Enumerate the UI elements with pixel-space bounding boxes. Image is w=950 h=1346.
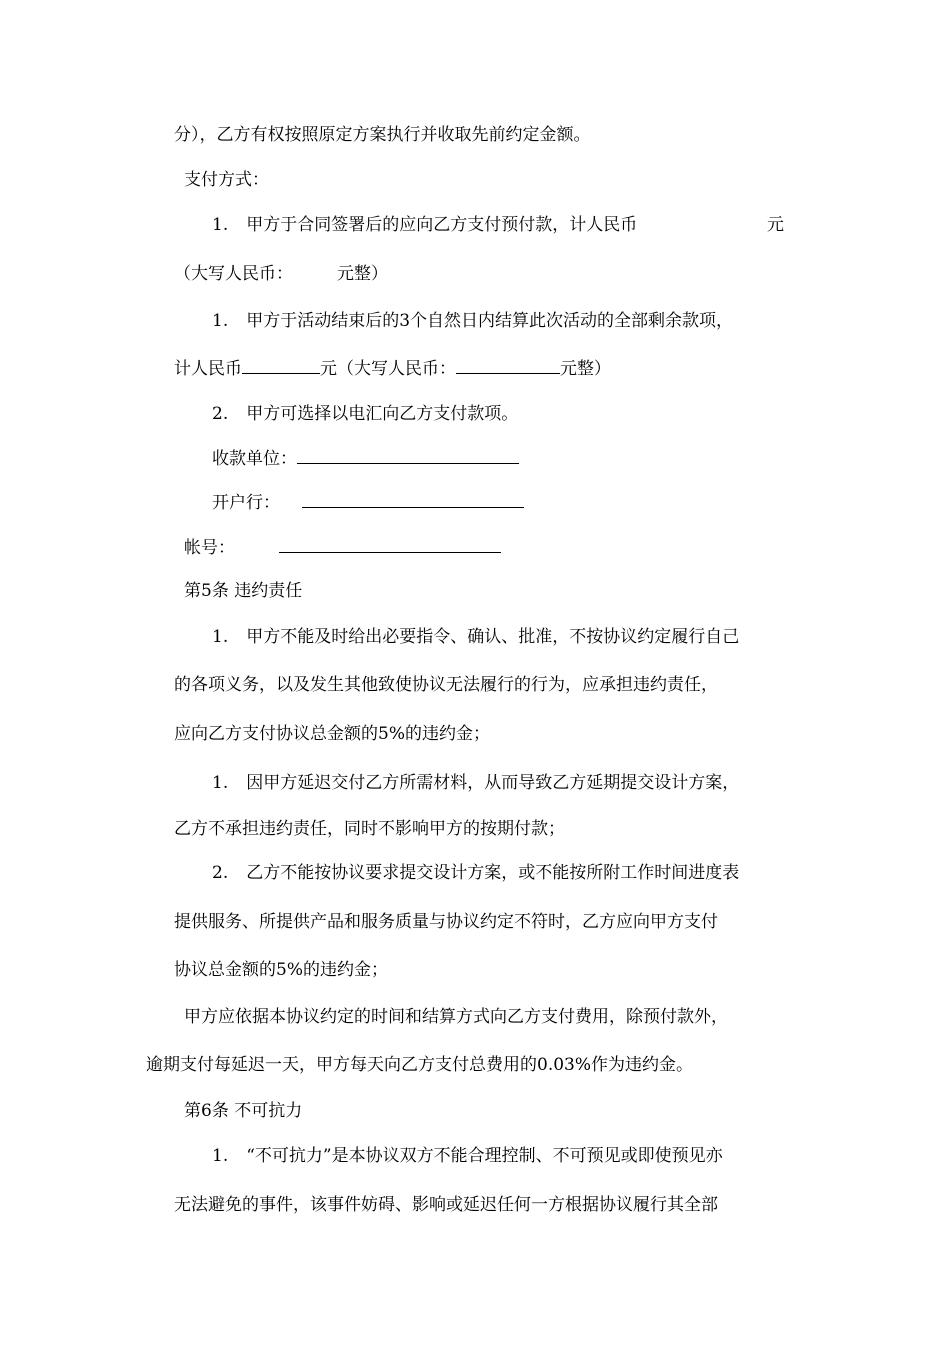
list-number: 1. (212, 215, 229, 235)
text-line: 提供服务、所提供产品和服务质量与协议约定不符时，乙方应向甲方支付 (174, 912, 718, 932)
text: 元（大写人民币： (320, 359, 456, 379)
label: 开户行： (212, 493, 280, 513)
list-item (212, 1145, 723, 1167)
text: 甲方于合同签署后的应向乙方支付预付款，计人民币 (246, 215, 638, 235)
blank-field (279, 536, 501, 553)
payee-field (212, 447, 519, 470)
blank-field (297, 447, 519, 464)
text-line: 甲方应依据本协议约定的时间和结算方式向乙方支付费用，除预付款外， (184, 1007, 728, 1027)
text-line: 应向乙方支付协议总金额的5%的违约金； (174, 724, 490, 744)
text: 因甲方延迟交付乙方所需材料，从而导致乙方延期提交设计方案， (246, 773, 740, 793)
text: 元整） (560, 359, 611, 379)
list-number: 2. (212, 404, 229, 424)
list-item (212, 862, 739, 884)
label: 收款单位： (212, 449, 297, 469)
blank-field (456, 357, 560, 374)
text: 元整） (337, 264, 388, 284)
bank-field (212, 491, 524, 514)
text: （大写人民币： (174, 264, 293, 284)
text-line: 无法避免的事件，该事件妨碍、影响或延迟任何一方根据协议履行其全部 (174, 1195, 718, 1215)
list-item (212, 626, 739, 648)
label: 帐号： (184, 538, 235, 558)
list-number: 1. (212, 627, 229, 647)
text: “不可抗力”是本协议双方不能合理控制、不可预见或即使预见亦 (246, 1146, 723, 1166)
text-line: 乙方不承担违约责任，同时不影响甲方的按期付款； (174, 819, 565, 839)
text: 计人民币 (174, 359, 242, 379)
list-number: 1. (212, 311, 229, 331)
text-line: 逾期支付每延迟一天，甲方每天向乙方支付总费用的0.03%作为违约金。 (146, 1055, 694, 1075)
section-heading-article-6: 第6条 不可抗力 (184, 1101, 303, 1121)
text-line: 分），乙方有权按照原定方案执行并收取先前约定金额。 (174, 125, 591, 145)
text: 甲方不能及时给出必要指令、确认、批准，不按协议约定履行自己 (246, 627, 740, 647)
list-number: 1. (212, 1146, 229, 1166)
list-number: 1. (212, 773, 229, 793)
text-line: 协议总金额的5%的违约金； (174, 960, 388, 980)
text: 甲方可选择以电汇向乙方支付款项。 (246, 404, 519, 424)
account-field (184, 536, 501, 559)
blank-field (302, 491, 524, 508)
list-item (212, 310, 733, 332)
text-line: 元 (767, 215, 784, 235)
text-line (174, 357, 611, 380)
text-line (174, 263, 388, 285)
list-item (212, 403, 518, 425)
section-heading-payment: 支付方式： (184, 170, 269, 190)
list-number: 2. (212, 863, 229, 883)
blank-field (242, 357, 320, 374)
section-heading-article-5: 第5条 违约责任 (184, 581, 303, 601)
list-item (212, 214, 637, 236)
list-item (212, 772, 739, 794)
text: 乙方不能按协议要求提交设计方案，或不能按所附工作时间进度表 (246, 863, 740, 883)
text-line: 的各项义务，以及发生其他致使协议无法履行的行为，应承担违约责任， (174, 675, 718, 695)
text: 甲方于活动结束后的3个自然日内结算此次活动的全部剩余款项， (246, 311, 734, 331)
